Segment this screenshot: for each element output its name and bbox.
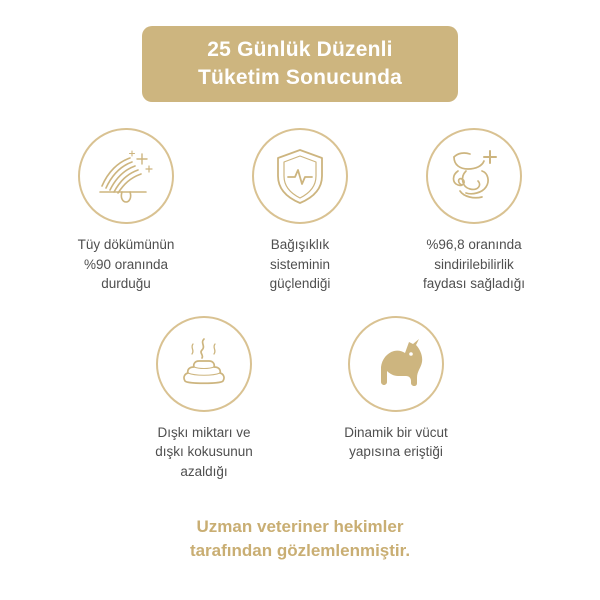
benefit-item bbox=[321, 316, 471, 482]
benefit-caption bbox=[423, 235, 525, 294]
caption-line: %90 oranında bbox=[83, 256, 169, 272]
caption-line: sisteminin bbox=[269, 256, 330, 272]
caption-line: güçlendiği bbox=[269, 276, 331, 292]
hair-follicle-icon bbox=[96, 146, 156, 206]
benefit-item bbox=[399, 128, 549, 294]
caption-line: Dışkı miktarı ve bbox=[157, 424, 251, 440]
stool-odor-icon bbox=[175, 335, 233, 393]
caption-line: %96,8 oranında bbox=[426, 237, 522, 252]
caption-line: Bağışıklık bbox=[270, 237, 330, 252]
banner-title-line1: 25 Günlük Düzenli bbox=[207, 38, 393, 62]
digestive-system-icon bbox=[444, 147, 504, 205]
caption-line: durduğu bbox=[101, 276, 151, 292]
cat-silhouette-icon bbox=[365, 338, 427, 390]
benefit-caption bbox=[78, 235, 175, 294]
caption-line: dışkı kokusunun bbox=[155, 444, 253, 460]
benefit-item bbox=[129, 316, 279, 482]
benefit-icon-circle bbox=[252, 128, 348, 224]
benefit-caption bbox=[155, 423, 253, 482]
footer-note bbox=[190, 515, 410, 563]
benefit-icon-circle bbox=[78, 128, 174, 224]
shield-heartbeat-icon bbox=[272, 146, 328, 206]
benefit-icon-circle bbox=[348, 316, 444, 412]
benefit-caption bbox=[270, 235, 331, 294]
caption-line: Tüy dökümünün bbox=[77, 237, 175, 252]
benefit-icon-circle bbox=[156, 316, 252, 412]
caption-line: sindirilebilirlik bbox=[434, 256, 514, 272]
caption-line: azaldığı bbox=[180, 463, 228, 479]
caption-line: Dinamik bir vücut bbox=[344, 424, 448, 440]
benefit-caption bbox=[344, 423, 448, 462]
footer-line1: Uzman veteriner hekimler bbox=[196, 517, 404, 537]
caption-line: faydası sağladığı bbox=[422, 276, 526, 292]
header-banner bbox=[142, 26, 458, 102]
benefits-row-top bbox=[51, 128, 549, 294]
caption-line: yapısına eriştiği bbox=[349, 444, 443, 460]
benefit-icon-circle bbox=[426, 128, 522, 224]
banner-title-line2: Tüketim Sonucunda bbox=[197, 66, 403, 89]
benefits-row-bottom bbox=[129, 316, 471, 482]
benefit-item bbox=[51, 128, 201, 294]
footer-line2: tarafından gözlemlenmiştir. bbox=[189, 541, 411, 561]
benefit-item bbox=[225, 128, 375, 294]
